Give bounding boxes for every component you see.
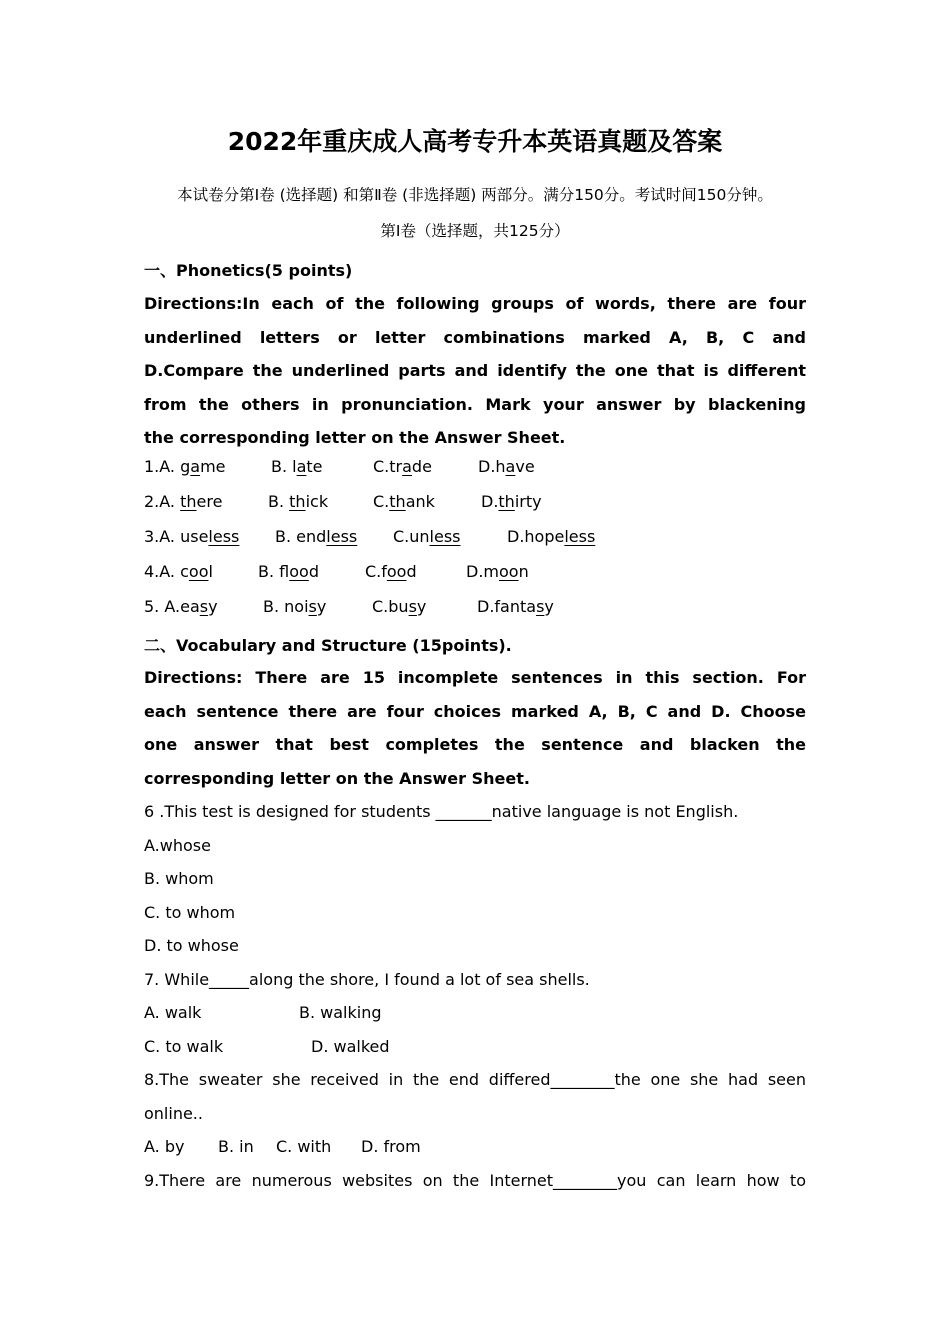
- option-d: D.thirty: [481, 492, 542, 511]
- question-8-stem: 8.The sweater she received in the end differed________the one she had seen: [144, 1070, 806, 1089]
- option-d: D.fantasy: [477, 597, 554, 616]
- section2-heading: 二、Vocabulary and Structure (15points).: [144, 636, 512, 655]
- option-c: C.busy: [372, 597, 427, 616]
- option-a: 2.A. there: [144, 492, 223, 511]
- page-title: 2022年重庆成人高考专升本英语真题及答案: [227, 127, 723, 156]
- section1-directions-line: the corresponding letter on the Answer Sheet.: [144, 428, 566, 447]
- option-a: 4.A. cool: [144, 562, 213, 581]
- question-7-stem: 7. While_____along the shore, I found a lot of sea shells.: [144, 970, 590, 989]
- option-b: B. in: [218, 1137, 254, 1156]
- section1-directions-line: from the others in pronunciation. Mark your answer by blackening: [144, 395, 806, 414]
- option-c: C.thank: [373, 492, 435, 511]
- option-c: C. with: [276, 1137, 332, 1156]
- option-d: D.have: [478, 457, 535, 476]
- option-d: D.moon: [466, 562, 529, 581]
- section2-directions-line: each sentence there are four choices marked A, B, C and D. Choose: [144, 702, 806, 721]
- section1-directions-line: D.Compare the underlined parts and identify the one that is different: [144, 361, 806, 380]
- question-8-stem-continued: online..: [144, 1104, 203, 1123]
- section1-heading: 一、Phonetics(5 points): [144, 261, 353, 280]
- option-c: C.unless: [393, 527, 461, 546]
- option-a: A. walk: [144, 1003, 202, 1022]
- part-one-heading: 第Ⅰ卷（选择题，共125分）: [380, 222, 570, 240]
- option-a: A. by: [144, 1137, 185, 1156]
- section2-directions-line: corresponding letter on the Answer Sheet.: [144, 769, 530, 788]
- option-a: 5. A.easy: [144, 597, 218, 616]
- option-a: 3.A. useless: [144, 527, 240, 546]
- option-c: C.trade: [373, 457, 432, 476]
- exam-intro: 本试卷分第Ⅰ卷 (选择题) 和第Ⅱ卷 (非选择题) 两部分。满分150分。考试时间150分钟。: [177, 186, 773, 204]
- section2-directions-line: one answer that best completes the sentence and blacken the: [144, 735, 806, 754]
- option-b: B. late: [271, 457, 323, 476]
- option-b: B. thick: [268, 492, 329, 511]
- option-b: B. endless: [275, 527, 358, 546]
- section2-directions-line: Directions: There are 15 incomplete sentences in this section. For: [144, 668, 806, 687]
- option-d: D.hopeless: [507, 527, 596, 546]
- question-6-option-b: B. whom: [144, 869, 214, 888]
- option-b: B. noisy: [263, 597, 327, 616]
- section1-directions-line: Directions:In each of the following groups of words, there are four: [144, 294, 806, 313]
- question-6-stem: 6 .This test is designed for students _______native language is not English.: [144, 802, 739, 821]
- question-6-option-a: A.whose: [144, 836, 211, 855]
- option-b: B. walking: [299, 1003, 382, 1022]
- option-b: B. flood: [258, 562, 319, 581]
- option-d: D. from: [361, 1137, 421, 1156]
- question-6-option-d: D. to whose: [144, 936, 239, 955]
- option-d: D. walked: [311, 1037, 390, 1056]
- question-6-option-c: C. to whom: [144, 903, 236, 922]
- question-9-stem: 9.There are numerous websites on the Internet________you can learn how to: [144, 1171, 806, 1190]
- option-c: C. to walk: [144, 1037, 224, 1056]
- section1-directions-line: underlined letters or letter combinations marked A, B, C and: [144, 328, 806, 347]
- option-c: C.food: [365, 562, 417, 581]
- option-a: 1.A. game: [144, 457, 226, 476]
